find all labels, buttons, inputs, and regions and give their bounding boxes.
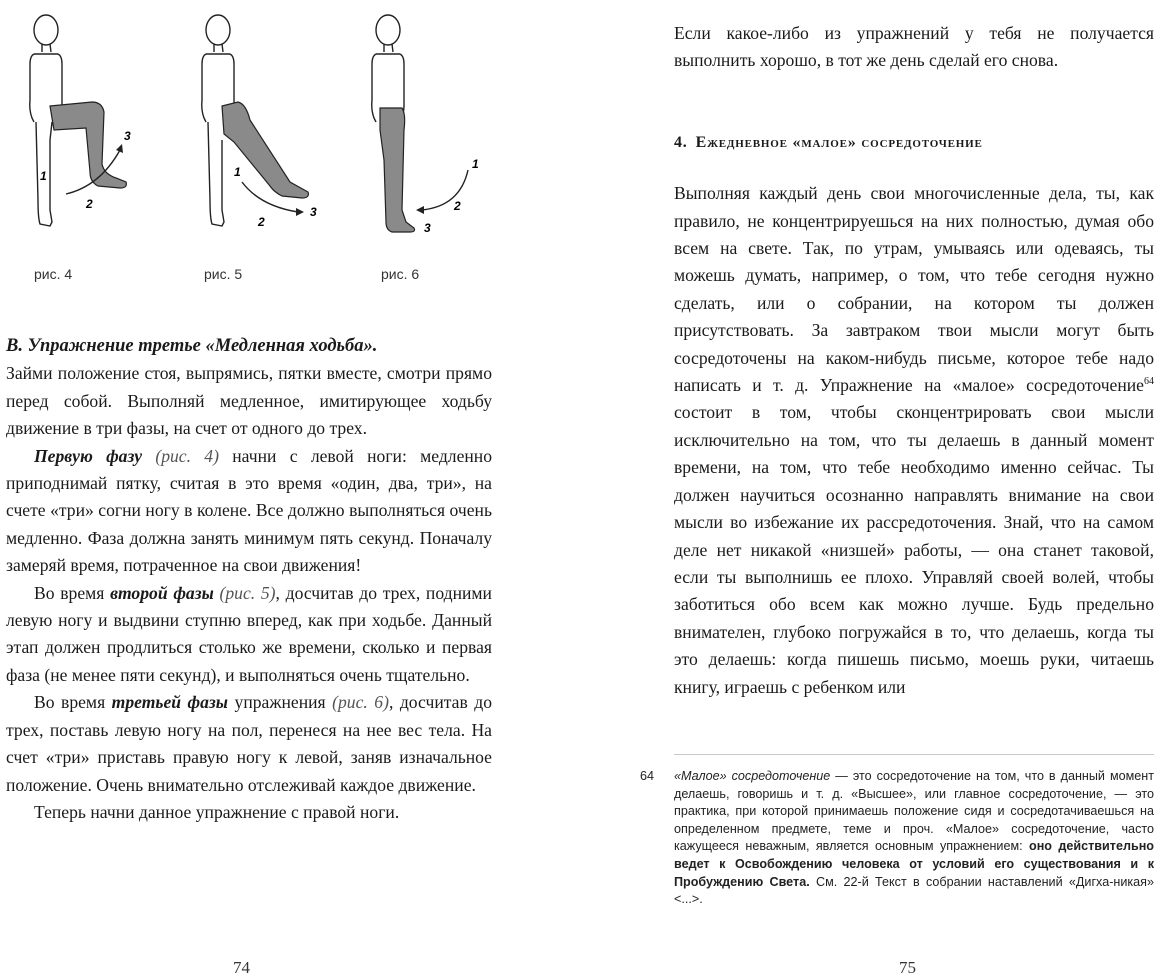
phase-2-ref: (рис. 5) — [219, 582, 276, 603]
page-number-left: 74 — [233, 958, 250, 977]
footnote-text-2: См. 22-й Текст в собрании наставлений «Дигха-никая» <...>. — [674, 874, 1154, 907]
footnote-text-1: — это сосредоточение на том, что в данный момент делаешь, говоришь и т. д. «Высшее», или главное сосредоточение, — это практика, при которой принимаешь положение сидя и сосредотачиваешься на определенном предмете, теме и проч. «Малое» сосредоточение, часто кажущееся неважным, является основным упражнением: — [674, 769, 1154, 854]
figure-4-label-2: 2 — [86, 197, 93, 211]
footnote-number: 64 — [640, 769, 655, 783]
figure-4-label-3: 3 — [124, 129, 131, 143]
concentration-text-a: Выполняя каждый день свои многочисленные дела, ты, как правило, не концентрируешься на них полностью, думая обо всем на свете. Так, по утрам, умываясь или одеваясь, ты можешь думать, например, о том, что тебе сегодня нужно сделать, или о собрании, на котором ты должен присутствовать. За завтраком твои мысли могут быть сосредоточены на каком-нибудь письме, которое тебе надо написать и т. д. Упражнение на «малое» сосредоточение — [674, 183, 1154, 396]
section-heading — [674, 129, 1154, 156]
figure-6-caption: рис. 6 — [381, 266, 420, 282]
figure-5-label-3: 3 — [310, 205, 317, 219]
section-title: В. Упражнение третье «Медленная ходьба». — [6, 336, 378, 356]
phase-3-paragraph — [6, 689, 492, 799]
figure-6-label-1: 1 — [472, 157, 479, 171]
figure-4 — [10, 10, 150, 250]
phase-2-term: второй фазы — [110, 582, 214, 603]
phase-3-pre: Во время — [34, 692, 106, 713]
section-heading-number: 4. — [674, 133, 688, 151]
phase-3-term: третьей фазы — [111, 692, 229, 713]
phase-3-ref: (рис. 6) — [332, 692, 389, 713]
figure-5 — [180, 10, 320, 250]
phase-1-term: Первую фазу — [34, 445, 143, 466]
intro-paragraph: Займи положение стоя, выпрямись, пятки вместе, смотри прямо перед собой. Выполняй медленное, имитирующее ходьбу движение в три фазы, на счет от одного до трех. — [6, 363, 492, 439]
figure-6-illustration — [350, 10, 490, 250]
section-heading-text: Ежедневное «малое» сосредоточение — [695, 133, 983, 151]
right-page — [600, 0, 1154, 978]
figure-6-label-3: 3 — [424, 221, 431, 235]
footnote-body — [674, 768, 1154, 909]
figure-5-illustration — [180, 10, 320, 250]
figure-5-caption: рис. 5 — [204, 266, 243, 282]
footnote-bold: оно действительно ведет к Освобождению человека от условий его существования и к Пробуждению Света. — [674, 839, 1154, 889]
phase-2-pre: Во время — [34, 582, 105, 603]
left-page — [0, 0, 560, 978]
concentration-paragraph — [674, 180, 1154, 701]
page-number-right: 75 — [899, 958, 916, 977]
phase-1-text: начни с левой ноги: медленно приподнимай пятку, считая в это время «один, два, три», на счете «три» согни ногу в колене. Все должно выполняться очень медленно. Фаза должна занять минимум пять секунд. Поначалу замеряй время, потраченное на свои движения! — [6, 445, 493, 576]
figure-6-label-2: 2 — [454, 199, 461, 213]
phase-2-paragraph — [6, 580, 492, 690]
footnote-divider — [674, 754, 1154, 755]
figure-6 — [350, 10, 490, 250]
figure-5-label-1: 1 — [234, 165, 241, 179]
figure-4-label-1: 1 — [40, 169, 47, 183]
right-body-text — [674, 20, 1154, 701]
left-body-text — [6, 333, 492, 826]
phase-3-mid: упражнения — [234, 692, 326, 713]
closing-paragraph: Теперь начни данное упражнение с правой ноги. — [34, 801, 400, 822]
figure-5-label-2: 2 — [258, 215, 265, 229]
phase-2-text: , досчитав до трех, подними левую ногу и выдвини ступню вперед, как при ходьбе. Данный этап должен продлиться столько же времени, сколько и первая фаза (не менее пяти секунд), и выполняться очень тщательно. — [6, 582, 492, 685]
concentration-text-b: состоит в том, чтобы сконцентрировать свои мысли исключительно на том, что ты делаешь в данный момент времени, на том, что тебе необходимо именно сейчас. Ты должен научиться осознанно направлять внимание на свои мысли во избежание их рассредоточения. Знай, что на самом деле нет никакой «низшей» работы, — она станет таковой, если ты выполнишь ее плохо. Управляй своей волей, чтобы заботиться обо всем как можно лучше. Будь предельно внимателен, глубоко погружайся в то, что делаешь, когда ты это делаешь: когда пишешь письмо, моешь руки, читаешь книгу, играешь с ребенком или — [674, 402, 1154, 697]
phase-1-paragraph — [6, 443, 492, 580]
figure-4-caption: рис. 4 — [34, 266, 73, 282]
footnote-marker[interactable]: 64 — [1144, 376, 1154, 388]
footnote-term: «Малое» сосредоточение — [674, 769, 831, 783]
phase-3-text: , досчитав до трех, поставь левую ногу на пол, перенеся на нее вес тела. На счет «три» приставь правую ногу к левой, заняв изначальное положение. Очень внимательно отслеживай каждое движение. — [6, 692, 493, 795]
figure-4-illustration — [10, 10, 150, 250]
retry-paragraph: Если какое-либо из упражнений у тебя не получается выполнить хорошо, в тот же день сделай его снова. — [674, 23, 1154, 71]
footnote — [640, 768, 1154, 909]
phase-1-ref: (рис. 4) — [155, 445, 219, 466]
